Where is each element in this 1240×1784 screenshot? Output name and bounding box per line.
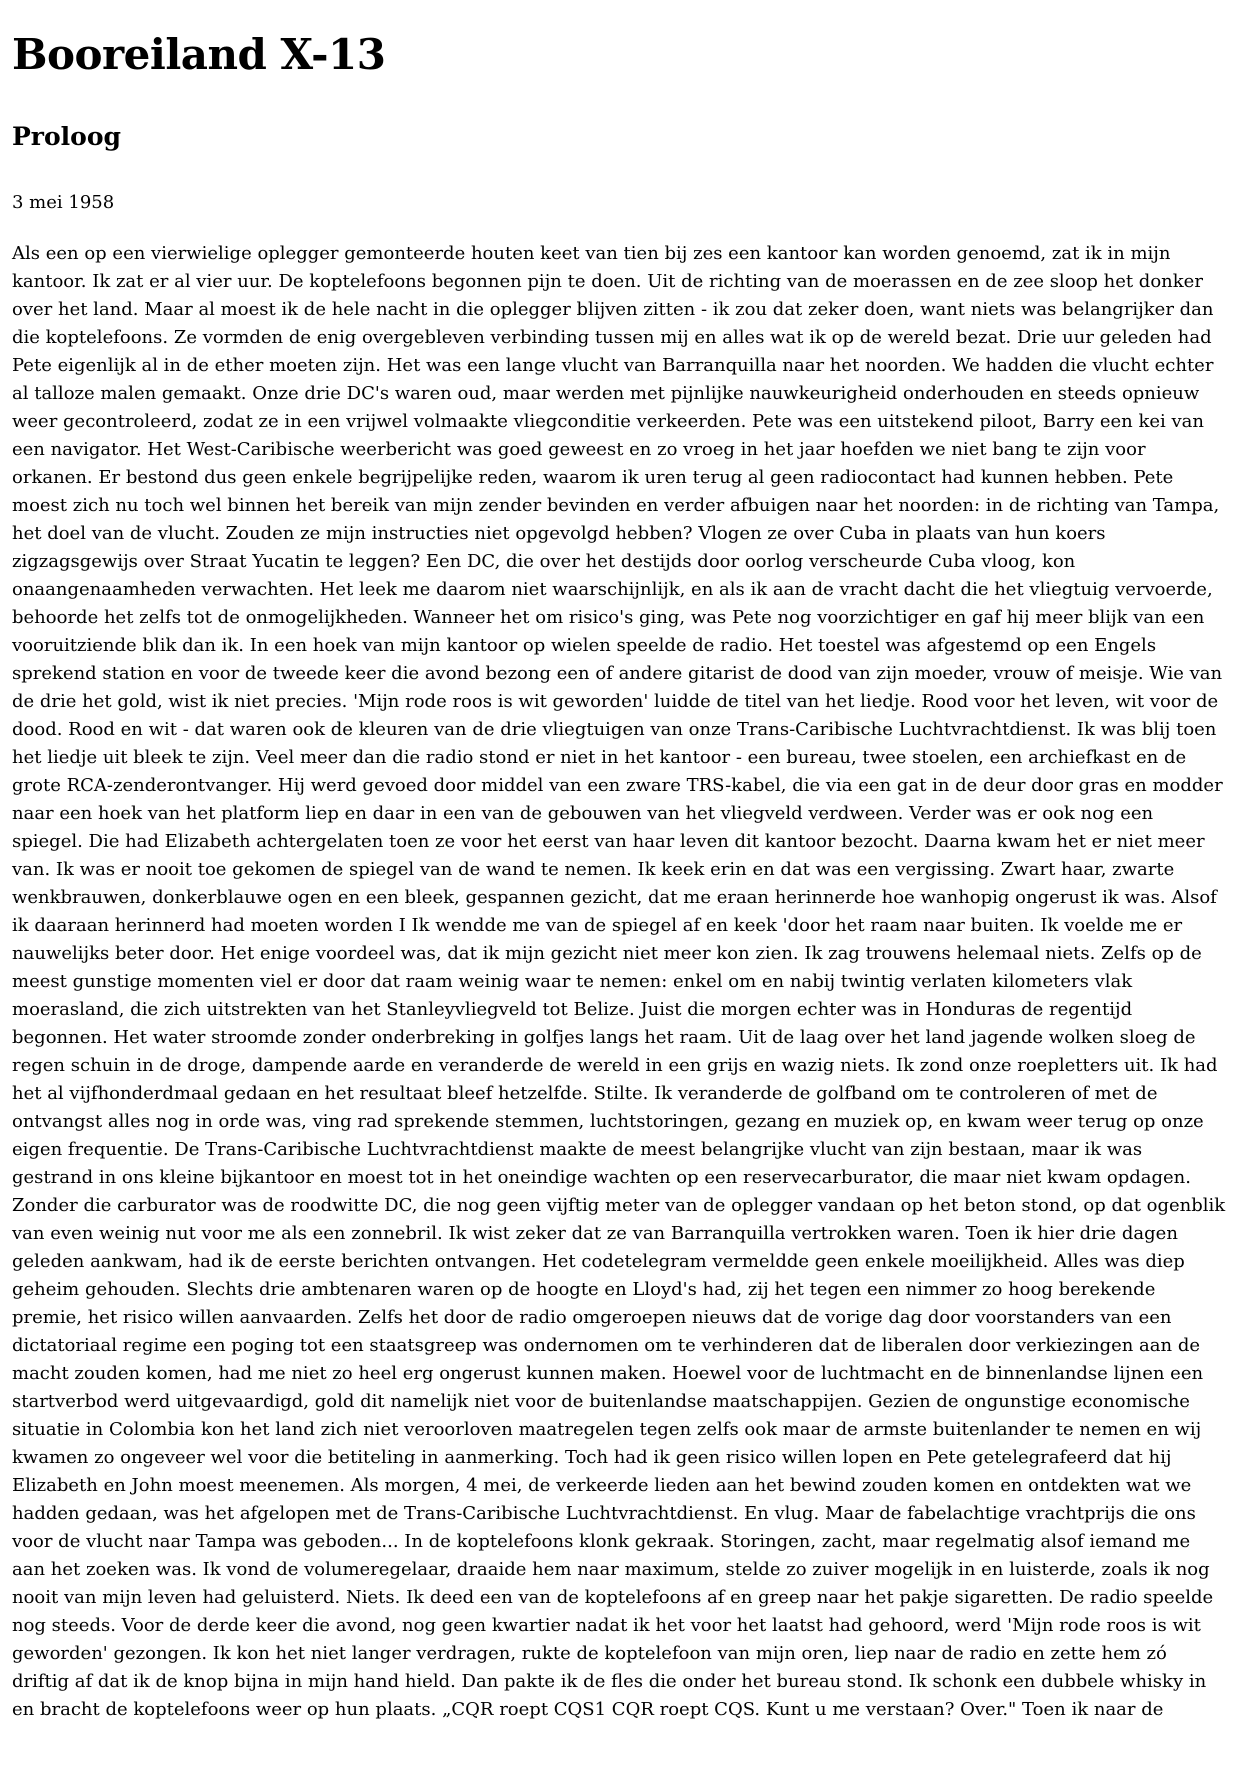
section-heading: Proloog bbox=[12, 122, 121, 152]
document-page bbox=[0, 30, 1240, 1724]
date-line: 3 mei 1958 bbox=[12, 192, 115, 214]
body-paragraph: Als een op een vierwielige oplegger gemonteerde houten keet van tien bij zes een kantoor kan worden genoemd, zat ik in mijn kantoor. Ik zat er al vier uur. De koptelefoons begonnen pijn te doen. Uit de richting van de moerassen en de zee sloop het donker over het land. Maar al moest ik de hele nacht in die oplegger blijven zitten - ik zou dat zeker doen, want niets was belangrijker dan die koptelefoons. Ze vormden de enig overgebleven verbinding tussen mij en alles wat ik op de wereld bezat. Drie uur geleden had Pete eigenlijk al in de ether moeten zijn. Het was een lange vlucht van Barranquilla naar het noorden. We hadden die vlucht echter al talloze malen gemaakt. Onze drie DC's waren oud, maar werden met pijnlijke nauwkeurigheid onderhouden en steeds opnieuw weer gecontroleerd, zodat ze in een vrijwel volmaakte vliegconditie verkeerden. Pete was een uitstekend piloot, Barry een kei van een navigator. Het West-Caribische weerbericht was goed geweest en zo vroeg in het jaar hoefden we niet bang te zijn voor orkanen. Er bestond dus geen enkele begrijpelijke reden, waarom ik uren terug al geen radiocontact had kunnen hebben. Pete moest zich nu toch wel binnen het bereik van mijn zender bevinden en verder afbuigen naar het noorden: in de richting van Tampa, het doel van de vlucht. Zouden ze mijn instructies niet opgevolgd hebben? Vlogen ze over Cuba in plaats van hun koers zigzagsgewijs over Straat Yucatin te leggen? Een DC, die over het destijds door oorlog verscheurde Cuba vloog, kon onaangenaamheden verwachten. Het leek me daarom niet waarschijnlijk, en als ik aan de vracht dacht die het vliegtuig vervoerde, behoorde het zelfs tot de onmogelijkheden. Wanneer het om risico's ging, was Pete nog voorzichtiger en gaf hij meer blijk van een vooruitziende blik dan ik. In een hoek van mijn kantoor op wielen speelde de radio. Het toestel was afgestemd op een Engels sprekend station en voor de tweede keer die avond bezong een of andere gitarist de dood van zijn moeder, vrouw of meisje. Wie van de drie het gold, wist ik niet precies. 'Mijn rode roos is wit geworden' luidde de titel van het liedje. Rood voor het leven, wit voor de dood. Rood en wit - dat waren ook de kleuren van de drie vliegtuigen van onze Trans-Caribische Luchtvrachtdienst. Ik was blij toen het liedje uit bleek te zijn. Veel meer dan die radio stond er niet in het kantoor - een bureau, twee stoelen, een archiefkast en de grote RCA-zenderontvanger. Hij werd gevoed door middel van een zware TRS-kabel, die via een gat in de deur door gras en modder naar een hoek van het platform liep en daar in een van de gebouwen van het vliegveld verdween. Verder was er ook nog een spiegel. Die had Elizabeth achtergelaten toen ze voor het eerst van haar leven dit kantoor bezocht. Daarna kwam het er niet meer van. Ik was er nooit toe gekomen de spiegel van de wand te nemen. Ik keek erin en dat was een vergissing. Zwart haar, zwarte wenkbrauwen, donkerblauwe ogen en een bleek, gespannen gezicht, dat me eraan herinnerde hoe wanhopig ongerust ik was. Alsof ik daaraan herinnerd had moeten worden I Ik wendde me van de spiegel af en keek 'door het raam naar buiten. Ik voelde me er nauwelijks beter door. Het enige voordeel was, dat ik mijn gezicht niet meer kon zien. Ik zag trouwens helemaal niets. Zelfs op de meest gunstige momenten viel er door dat raam weinig waar te nemen: enkel om en nabij twintig verlaten kilometers vlak moerasland, die zich uitstrekten van het Stanleyvliegveld tot Belize. Juist die morgen echter was in Honduras de regentijd begonnen. Het water stroomde zonder onderbreking in golfjes langs het raam. Uit de laag over het land jagende wolken sloeg de regen schuin in de droge, dampende aarde en veranderde de wereld in een grijs en wazig niets. Ik zond onze roepletters uit. Ik had het al vijfhonderdmaal gedaan en het resultaat bleef hetzelfde. Stilte. Ik veranderde de golfband om te controleren of met de ontvangst alles nog in orde was, ving rad sprekende stemmen, luchtstoringen, gezang en muziek op, en kwam weer terug op onze eigen frequentie. De Trans-Caribische Luchtvrachtdienst maakte de meest belangrijke vlucht van zijn bestaan, maar ik was gestrand in ons kleine bijkantoor en moest tot in het oneindige wachten op een reservecarburator, die maar niet kwam opdagen. Zonder die carburator was de roodwitte DC, die nog geen vijftig meter van de oplegger vandaan op het beton stond, op dat ogenblik van even weinig nut voor me als een zonnebril. Ik wist zeker dat ze van Barranquilla vertrokken waren. Toen ik hier drie dagen geleden aankwam, had ik de eerste berichten ontvangen. Het codetelegram vermeldde geen enkele moeilijkheid. Alles was diep geheim gehouden. Slechts drie ambtenaren waren op de hoogte en Lloyd's had, zij het tegen een nimmer zo hoog berekende premie, het risico willen aanvaarden. Zelfs het door de radio omgeroepen nieuws dat de vorige dag door voorstanders van een dictatoriaal regime een poging tot een staatsgreep was ondernomen om te verhinderen dat de liberalen door verkiezingen aan de macht zouden komen, had me niet zo heel erg ongerust kunnen maken. Hoewel voor de luchtmacht en de binnenlandse lijnen een startverbod werd uitgevaardigd, gold dit namelijk niet voor de buitenlandse maatschappijen. Gezien de ongunstige economische situatie in Colombia kon het land zich niet veroorloven maatregelen tegen zelfs ook maar de armste buitenlander te nemen en wij kwamen zo ongeveer wel voor die betiteling in aanmerking. Toch had ik geen risico willen lopen en Pete getelegrafeerd dat hij Elizabeth en John moest meenemen. Als morgen, 4 mei, de verkeerde lieden aan het bewind zouden komen en ontdekten wat we hadden gedaan, was het afgelopen met de Trans-Caribische Luchtvrachtdienst. En vlug. Maar de fabelachtige vrachtprijs die ons voor de vlucht naar Tampa was geboden... In de koptelefoons klonk gekraak. Storingen, zacht, maar regelmatig alsof iemand me aan het zoeken was. Ik vond de volumeregelaar, draaide hem naar maximum, stelde zo zuiver mogelijk in en luisterde, zoals ik nog nooit van mijn leven had geluisterd. Niets. Ik deed een van de koptelefoons af en greep naar het pakje sigaretten. De radio speelde nog steeds. Voor de derde keer die avond, nog geen kwartier nadat ik het voor het laatst had gehoord, werd 'Mijn rode roos is wit geworden' gezongen. Ik kon het niet langer verdragen, rukte de koptelefoon van mijn oren, liep naar de radio en zette hem zó driftig af dat ik de knop bijna in mijn hand hield. Dan pakte ik de fles die onder het bureau stond. Ik schonk een dubbele whisky in en bracht de koptelefoons weer op hun plaats. „CQR roept CQS1 CQR roept CQS. Kunt u me verstaan? Over." Toen ik naar de bbox=[12, 243, 1226, 1721]
page-title: Booreiland X-13 bbox=[12, 30, 386, 79]
